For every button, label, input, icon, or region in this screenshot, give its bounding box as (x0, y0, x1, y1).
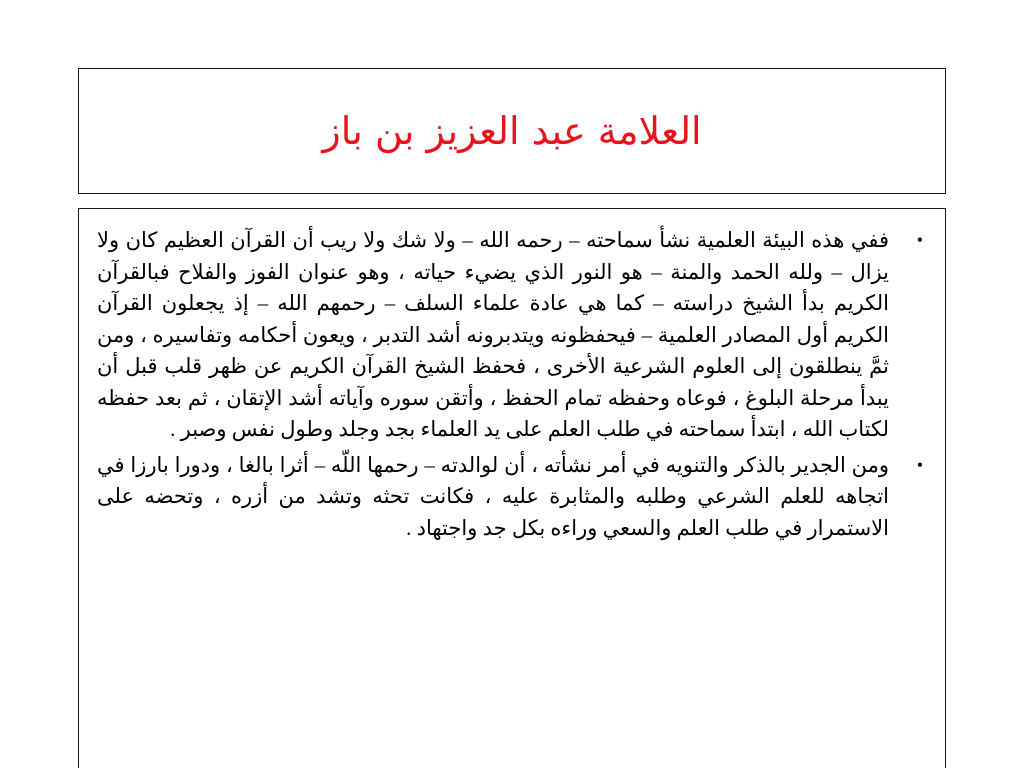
bullet-icon: • (916, 230, 923, 250)
slide-title: العلامة عبد العزيز بن باز (322, 109, 702, 153)
bullet-list (97, 225, 923, 544)
bullet-item-2 (97, 450, 923, 545)
bullet-item-1 (97, 225, 923, 446)
bullet-text-1: ففي هذه البيئة العلمية نشأ سماحته – رحمه الله – ولا شك ولا ريب أن القرآن العظيم كان ولا يزال – ولله الحمد والمنة – هو النور الذي يضيء حياته ، وهو عنوان الفوز والفلاح فبالقرآن الكريم بدأ الشيخ دراسته – كما هي عادة علماء السلف – رحمهم الله – إذ يجعلون القرآن الكريم أول المصادر العلمية – فيحفظونه ويتدبرونه أشد التدبر ، ويعون أحكامه وتفاسيره ، ومن ثمَّ ينطلقون إلى العلوم الشرعية الأخرى ، فحفظ الشيخ القرآن الكريم عن ظهر قلب قبل أن يبدأ مرحلة البلوغ ، فوعاه وحفظه تمام الحفظ ، وأتقن سوره وآياته أشد الإتقان ، ثم بعد حفظه لكتاب الله ، ابتدأ سماحته في طلب العلم على يد العلماء بجد وجلد وطول نفس وصبر . (97, 228, 889, 441)
title-box (78, 68, 946, 194)
bullet-text-2: ومن الجدير بالذكر والتنويه في أمر نشأته ، أن لوالدته – رحمها اللّه – أثرا بالغا ، ودورا بارزا في اتجاهه للعلم الشرعي وطلبه والمثابرة عليه ، فكانت تحثه وتشد من أزره ، وتحضه على الاستمرار في طلب العلم والسعي وراءه بكل جد واجتهاد . (97, 452, 889, 540)
bullet-icon: • (916, 454, 923, 475)
content-box (78, 208, 946, 768)
